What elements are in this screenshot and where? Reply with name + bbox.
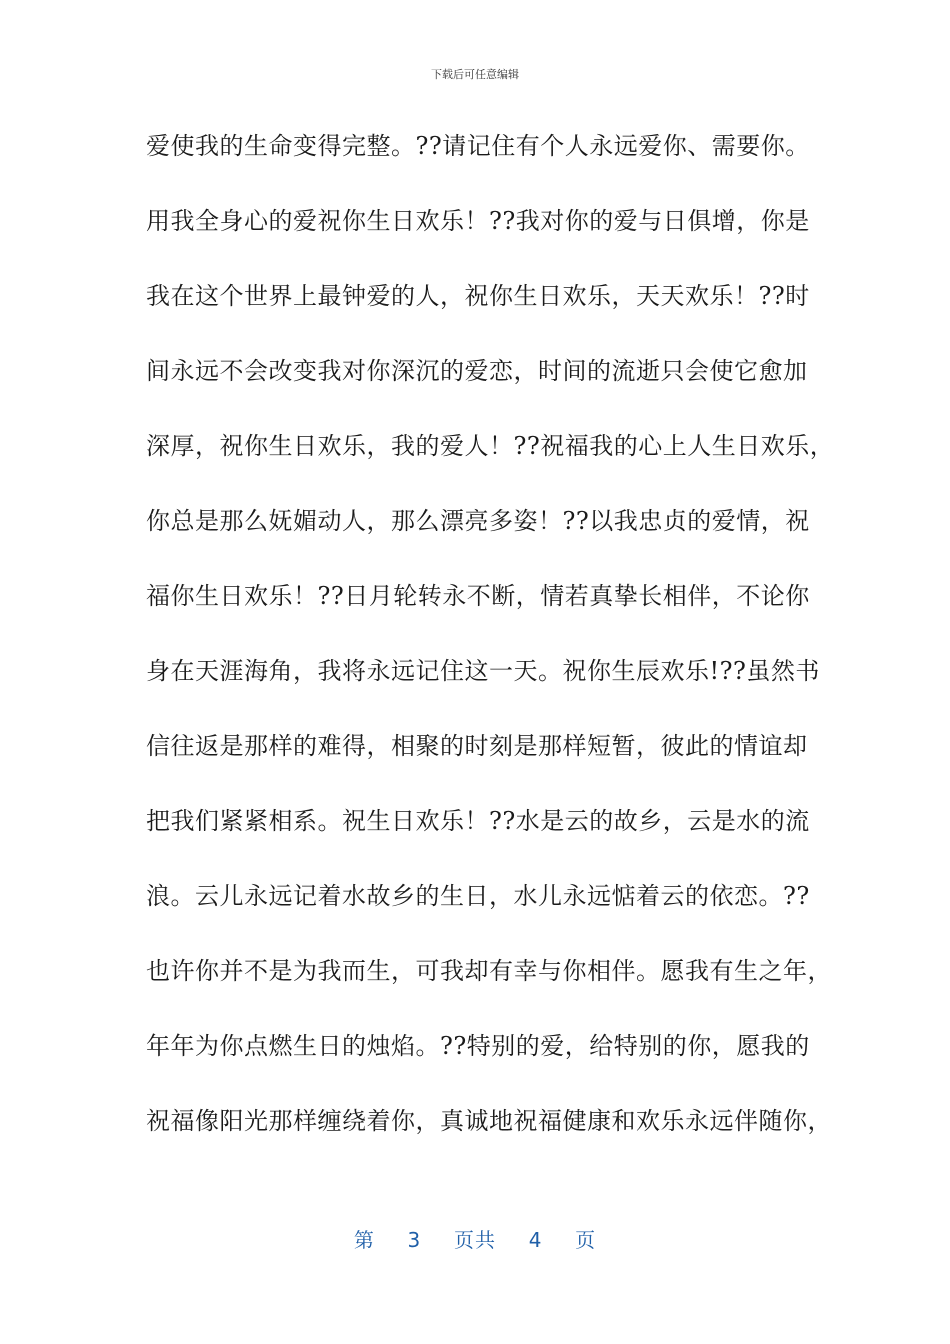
body-line: 你总是那么妩媚动人，那么漂亮多姿！??以我忠贞的爱情，祝 <box>146 507 810 535</box>
footer-total-pages: 4 <box>528 1228 543 1252</box>
footer-prefix: 第 <box>353 1228 375 1252</box>
header-note: 下载后可任意编辑 <box>431 68 519 81</box>
body-line: 祝福像阳光那样缠绕着你，真诚地祝福健康和欢乐永远伴随你， <box>146 1107 832 1135</box>
page-header <box>0 66 950 82</box>
footer-current-page: 3 <box>407 1228 422 1252</box>
body-line: 深厚，祝你生日欢乐，我的爱人！??祝福我的心上人生日欢乐， <box>146 432 835 460</box>
body-line: 间永远不会改变我对你深沉的爱恋，时间的流逝只会使它愈加 <box>146 357 808 385</box>
body-line: 身在天涯海角，我将永远记住这一天。祝你生辰欢乐!??虽然书 <box>146 657 820 685</box>
footer-middle: 页共 <box>454 1228 496 1252</box>
footer-suffix: 页 <box>575 1228 597 1252</box>
body-line: 用我全身心的爱祝你生日欢乐！??我对你的爱与日俱增，你是 <box>146 207 810 235</box>
body-line: 把我们紧紧相系。祝生日欢乐！??水是云的故乡，云是水的流 <box>146 807 810 835</box>
body-line: 信往返是那样的难得，相聚的时刻是那样短暂，彼此的情谊却 <box>146 732 808 760</box>
body-line: 爱使我的生命变得完整。??请记住有个人永远爱你、需要你。 <box>146 132 810 160</box>
body-line: 也许你并不是为我而生，可我却有幸与你相伴。愿我有生之年， <box>146 957 832 985</box>
body-line: 浪。云儿永远记着水故乡的生日，水儿永远惦着云的依恋。?? <box>146 882 810 910</box>
body-line: 年年为你点燃生日的烛焰。??特别的爱，给特别的你，愿我的 <box>146 1032 810 1060</box>
page-footer <box>0 1224 950 1253</box>
body-line: 福你生日欢乐！??日月轮转永不断，情若真挚长相伴，不论你 <box>146 582 810 610</box>
document-body <box>146 124 835 1174</box>
body-line: 我在这个世界上最钟爱的人，祝你生日欢乐，天天欢乐！??时 <box>146 282 810 310</box>
